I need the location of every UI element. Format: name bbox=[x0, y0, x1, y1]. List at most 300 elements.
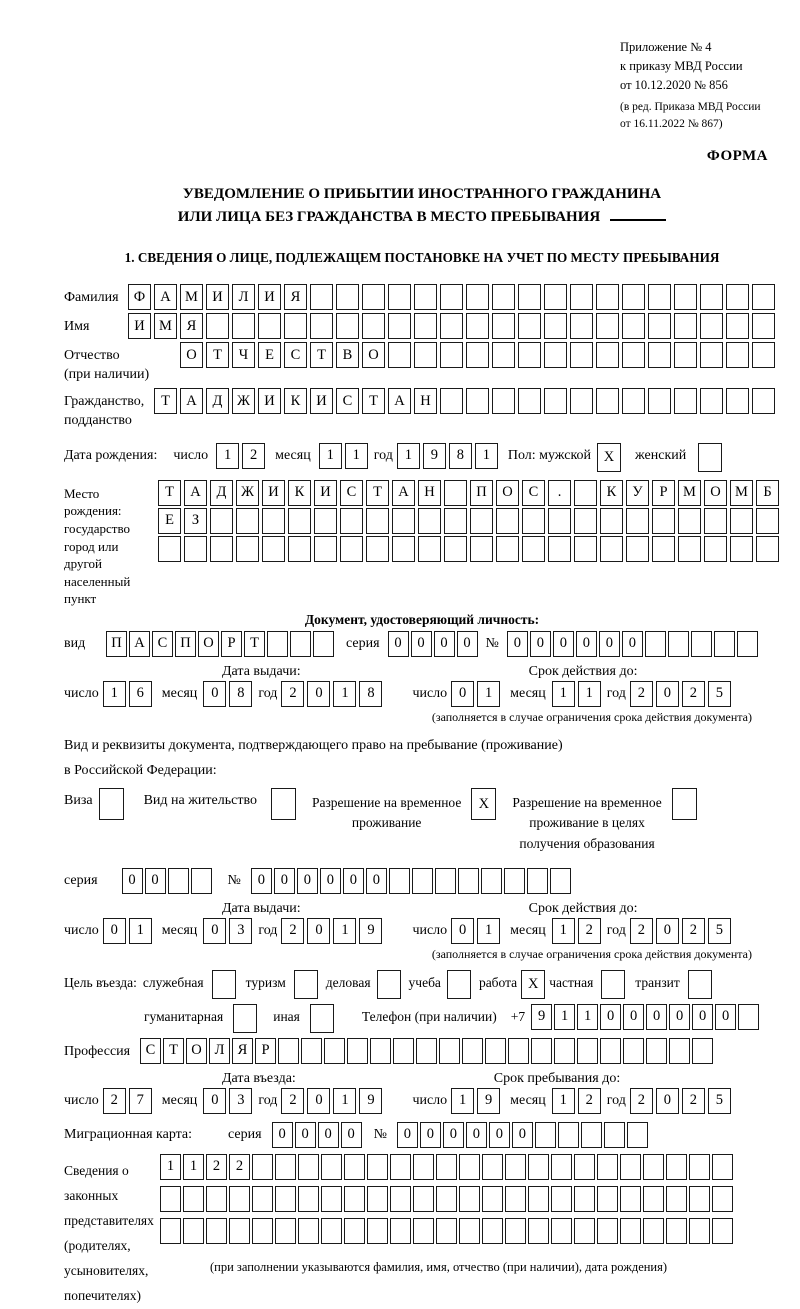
birth-place-cell[interactable] bbox=[574, 536, 597, 562]
birth-month-cell[interactable]: 1 bbox=[345, 443, 368, 469]
representatives-cell[interactable] bbox=[183, 1218, 204, 1244]
patronymic-cell[interactable] bbox=[700, 342, 723, 368]
representatives-cell[interactable] bbox=[390, 1186, 411, 1212]
citizenship-cell[interactable]: А bbox=[180, 388, 203, 414]
birth-place-cell[interactable]: С bbox=[522, 480, 545, 506]
birth-place-cell[interactable] bbox=[340, 536, 363, 562]
permit-number-cell[interactable]: 0 bbox=[274, 868, 295, 894]
representatives-cell[interactable] bbox=[574, 1154, 595, 1180]
representatives-cell[interactable] bbox=[689, 1186, 710, 1212]
representatives-cell[interactable] bbox=[367, 1218, 388, 1244]
doc-type-cell[interactable]: Т bbox=[244, 631, 265, 657]
surname-cell[interactable] bbox=[596, 284, 619, 310]
stay-year-cell[interactable]: 0 bbox=[656, 1088, 679, 1114]
birth-place-cell[interactable] bbox=[392, 508, 415, 534]
permit-expiry-year-cell[interactable]: 0 bbox=[656, 918, 679, 944]
migration-number-cell[interactable]: 0 bbox=[397, 1122, 418, 1148]
birth-place-cell[interactable] bbox=[444, 536, 467, 562]
birth-place-cell[interactable] bbox=[470, 536, 493, 562]
patronymic-cell[interactable] bbox=[466, 342, 489, 368]
stay-year-cell[interactable]: 2 bbox=[682, 1088, 705, 1114]
birth-place-cell[interactable] bbox=[496, 508, 519, 534]
birth-place-cell[interactable] bbox=[678, 536, 701, 562]
migration-series-cell[interactable]: 0 bbox=[318, 1122, 339, 1148]
doc-series-cell[interactable]: 0 bbox=[434, 631, 455, 657]
surname-cell[interactable] bbox=[752, 284, 775, 310]
surname-cell[interactable]: Л bbox=[232, 284, 255, 310]
representatives-cell[interactable] bbox=[505, 1154, 526, 1180]
representatives-cell[interactable] bbox=[183, 1186, 204, 1212]
doc-type-cell[interactable]: О bbox=[198, 631, 219, 657]
birth-place-cell[interactable]: У bbox=[626, 480, 649, 506]
birth-place-cell[interactable] bbox=[600, 536, 623, 562]
doc-series-cell[interactable]: 0 bbox=[457, 631, 478, 657]
citizenship-cell[interactable] bbox=[466, 388, 489, 414]
given-name-cell[interactable] bbox=[570, 313, 593, 339]
surname-cell[interactable] bbox=[466, 284, 489, 310]
entry-year-cell[interactable]: 9 bbox=[359, 1088, 382, 1114]
phone-cell[interactable]: 0 bbox=[715, 1004, 736, 1030]
representatives-cell[interactable] bbox=[482, 1186, 503, 1212]
birth-place-cell[interactable]: А bbox=[392, 480, 415, 506]
stay-day-cell[interactable]: 1 bbox=[451, 1088, 474, 1114]
migration-number-cell[interactable] bbox=[558, 1122, 579, 1148]
representatives-cell[interactable] bbox=[275, 1154, 296, 1180]
citizenship-cell[interactable]: С bbox=[336, 388, 359, 414]
sex-female-checkbox[interactable] bbox=[698, 443, 722, 472]
doc-issue-day-cell[interactable]: 1 bbox=[103, 681, 126, 707]
entry-year-cell[interactable]: 1 bbox=[333, 1088, 356, 1114]
profession-cell[interactable] bbox=[301, 1038, 322, 1064]
permit-expiry-year-cell[interactable]: 2 bbox=[630, 918, 653, 944]
purpose-private-checkbox[interactable] bbox=[601, 970, 625, 999]
profession-cell[interactable] bbox=[347, 1038, 368, 1064]
permit-number-cell[interactable] bbox=[435, 868, 456, 894]
profession-cell[interactable] bbox=[623, 1038, 644, 1064]
entry-month-cell[interactable]: 0 bbox=[203, 1088, 226, 1114]
representatives-cell[interactable] bbox=[597, 1154, 618, 1180]
profession-cell[interactable] bbox=[692, 1038, 713, 1064]
doc-type-cell[interactable]: А bbox=[129, 631, 150, 657]
representatives-cell[interactable] bbox=[344, 1186, 365, 1212]
profession-cell[interactable]: С bbox=[140, 1038, 161, 1064]
profession-cell[interactable] bbox=[485, 1038, 506, 1064]
surname-cell[interactable] bbox=[622, 284, 645, 310]
birth-place-cell[interactable]: И bbox=[314, 480, 337, 506]
profession-cell[interactable]: Л bbox=[209, 1038, 230, 1064]
permit-issue-month-cell[interactable]: 3 bbox=[229, 918, 252, 944]
migration-number-cell[interactable] bbox=[535, 1122, 556, 1148]
surname-cell[interactable] bbox=[726, 284, 749, 310]
given-name-cell[interactable] bbox=[492, 313, 515, 339]
permit-expiry-month-cell[interactable]: 1 bbox=[552, 918, 575, 944]
doc-series-cell[interactable]: 0 bbox=[388, 631, 409, 657]
birth-place-cell[interactable] bbox=[314, 536, 337, 562]
permit-issue-year-cell[interactable]: 2 bbox=[281, 918, 304, 944]
representatives-cell[interactable] bbox=[505, 1218, 526, 1244]
doc-number-cell[interactable] bbox=[668, 631, 689, 657]
birth-place-cell[interactable] bbox=[418, 536, 441, 562]
representatives-cell[interactable] bbox=[298, 1186, 319, 1212]
birth-place-cell[interactable] bbox=[262, 536, 285, 562]
given-name-cell[interactable] bbox=[726, 313, 749, 339]
surname-cell[interactable]: А bbox=[154, 284, 177, 310]
representatives-cell[interactable] bbox=[482, 1218, 503, 1244]
surname-cell[interactable] bbox=[674, 284, 697, 310]
citizenship-cell[interactable] bbox=[700, 388, 723, 414]
permit-number-cell[interactable]: 0 bbox=[297, 868, 318, 894]
doc-expiry-year-cell[interactable]: 2 bbox=[630, 681, 653, 707]
birth-place-cell[interactable]: И bbox=[262, 480, 285, 506]
citizenship-cell[interactable]: Т bbox=[362, 388, 385, 414]
doc-number-cell[interactable]: 0 bbox=[622, 631, 643, 657]
surname-cell[interactable]: И bbox=[258, 284, 281, 310]
representatives-cell[interactable] bbox=[528, 1186, 549, 1212]
given-name-cell[interactable] bbox=[388, 313, 411, 339]
entry-year-cell[interactable]: 2 bbox=[281, 1088, 304, 1114]
permit-number-cell[interactable]: 0 bbox=[343, 868, 364, 894]
doc-type-cell[interactable] bbox=[267, 631, 288, 657]
birth-place-cell[interactable] bbox=[366, 508, 389, 534]
phone-cell[interactable]: 1 bbox=[577, 1004, 598, 1030]
birth-place-cell[interactable] bbox=[678, 508, 701, 534]
representatives-cell[interactable] bbox=[321, 1186, 342, 1212]
patronymic-cell[interactable] bbox=[570, 342, 593, 368]
citizenship-cell[interactable]: И bbox=[258, 388, 281, 414]
given-name-cell[interactable] bbox=[440, 313, 463, 339]
patronymic-cell[interactable]: С bbox=[284, 342, 307, 368]
profession-cell[interactable] bbox=[531, 1038, 552, 1064]
birth-place-cell[interactable] bbox=[548, 508, 571, 534]
birth-place-cell[interactable] bbox=[470, 508, 493, 534]
representatives-cell[interactable] bbox=[321, 1154, 342, 1180]
sex-male-checkbox[interactable]: X bbox=[597, 443, 621, 472]
permit-expiry-year-cell[interactable]: 5 bbox=[708, 918, 731, 944]
birth-place-cell[interactable]: Ж bbox=[236, 480, 259, 506]
entry-day-cell[interactable]: 7 bbox=[129, 1088, 152, 1114]
representatives-cell[interactable] bbox=[413, 1218, 434, 1244]
representatives-cell[interactable] bbox=[712, 1218, 733, 1244]
given-name-cell[interactable] bbox=[752, 313, 775, 339]
doc-number-cell[interactable]: 0 bbox=[530, 631, 551, 657]
temp-permit-checkbox[interactable]: X bbox=[471, 788, 496, 820]
birth-place-cell[interactable] bbox=[496, 536, 519, 562]
representatives-cell[interactable] bbox=[206, 1186, 227, 1212]
citizenship-cell[interactable] bbox=[518, 388, 541, 414]
surname-cell[interactable]: Я bbox=[284, 284, 307, 310]
patronymic-cell[interactable]: О bbox=[362, 342, 385, 368]
doc-expiry-month-cell[interactable]: 1 bbox=[578, 681, 601, 707]
birth-place-cell[interactable] bbox=[210, 508, 233, 534]
given-name-cell[interactable] bbox=[700, 313, 723, 339]
patronymic-cell[interactable] bbox=[726, 342, 749, 368]
profession-cell[interactable]: Р bbox=[255, 1038, 276, 1064]
patronymic-cell[interactable] bbox=[440, 342, 463, 368]
birth-year-cell[interactable]: 1 bbox=[475, 443, 498, 469]
migration-number-cell[interactable]: 0 bbox=[489, 1122, 510, 1148]
birth-place-cell[interactable]: Е bbox=[158, 508, 181, 534]
representatives-cell[interactable] bbox=[551, 1186, 572, 1212]
permit-number-cell[interactable] bbox=[550, 868, 571, 894]
representatives-cell[interactable] bbox=[597, 1218, 618, 1244]
representatives-cell[interactable] bbox=[321, 1218, 342, 1244]
entry-day-cell[interactable]: 2 bbox=[103, 1088, 126, 1114]
given-name-cell[interactable] bbox=[414, 313, 437, 339]
representatives-cell[interactable] bbox=[390, 1154, 411, 1180]
patronymic-cell[interactable] bbox=[414, 342, 437, 368]
representatives-cell[interactable] bbox=[459, 1154, 480, 1180]
birth-year-cell[interactable]: 9 bbox=[423, 443, 446, 469]
representatives-cell[interactable] bbox=[597, 1186, 618, 1212]
representatives-cell[interactable] bbox=[206, 1218, 227, 1244]
given-name-cell[interactable] bbox=[466, 313, 489, 339]
birth-place-cell[interactable] bbox=[392, 536, 415, 562]
birth-place-cell[interactable]: К bbox=[288, 480, 311, 506]
surname-cell[interactable] bbox=[518, 284, 541, 310]
doc-number-cell[interactable]: 0 bbox=[599, 631, 620, 657]
migration-number-cell[interactable] bbox=[604, 1122, 625, 1148]
citizenship-cell[interactable] bbox=[648, 388, 671, 414]
profession-cell[interactable] bbox=[508, 1038, 529, 1064]
representatives-cell[interactable]: 2 bbox=[206, 1154, 227, 1180]
citizenship-cell[interactable] bbox=[622, 388, 645, 414]
permit-number-cell[interactable] bbox=[527, 868, 548, 894]
permit-number-cell[interactable]: 0 bbox=[251, 868, 272, 894]
purpose-transit-checkbox[interactable] bbox=[688, 970, 712, 999]
citizenship-cell[interactable]: Н bbox=[414, 388, 437, 414]
doc-issue-day-cell[interactable]: 6 bbox=[129, 681, 152, 707]
profession-cell[interactable] bbox=[393, 1038, 414, 1064]
given-name-cell[interactable] bbox=[258, 313, 281, 339]
given-name-cell[interactable] bbox=[284, 313, 307, 339]
birth-place-cell[interactable] bbox=[288, 536, 311, 562]
citizenship-cell[interactable] bbox=[440, 388, 463, 414]
representatives-cell[interactable] bbox=[367, 1186, 388, 1212]
birth-place-cell[interactable] bbox=[756, 508, 779, 534]
residence-permit-checkbox[interactable] bbox=[271, 788, 296, 820]
birth-place-cell[interactable] bbox=[600, 508, 623, 534]
birth-place-cell[interactable] bbox=[236, 536, 259, 562]
birth-place-cell[interactable] bbox=[652, 508, 675, 534]
permit-number-cell[interactable] bbox=[504, 868, 525, 894]
profession-cell[interactable] bbox=[439, 1038, 460, 1064]
doc-issue-year-cell[interactable]: 8 bbox=[359, 681, 382, 707]
profession-cell[interactable] bbox=[278, 1038, 299, 1064]
stay-month-cell[interactable]: 2 bbox=[578, 1088, 601, 1114]
phone-cell[interactable]: 9 bbox=[531, 1004, 552, 1030]
patronymic-cell[interactable] bbox=[518, 342, 541, 368]
representatives-cell[interactable] bbox=[436, 1218, 457, 1244]
given-name-cell[interactable]: Я bbox=[180, 313, 203, 339]
visa-checkbox[interactable] bbox=[99, 788, 124, 820]
representatives-cell[interactable] bbox=[620, 1218, 641, 1244]
birth-place-cell[interactable] bbox=[756, 536, 779, 562]
given-name-cell[interactable] bbox=[206, 313, 229, 339]
birth-place-cell[interactable] bbox=[236, 508, 259, 534]
doc-type-cell[interactable]: П bbox=[175, 631, 196, 657]
permit-series-cell[interactable]: 0 bbox=[122, 868, 143, 894]
birth-place-cell[interactable] bbox=[262, 508, 285, 534]
permit-number-cell[interactable] bbox=[389, 868, 410, 894]
representatives-cell[interactable] bbox=[712, 1154, 733, 1180]
doc-number-cell[interactable]: 0 bbox=[576, 631, 597, 657]
profession-cell[interactable] bbox=[416, 1038, 437, 1064]
doc-series-cell[interactable]: 0 bbox=[411, 631, 432, 657]
permit-number-cell[interactable] bbox=[481, 868, 502, 894]
phone-cell[interactable]: 0 bbox=[669, 1004, 690, 1030]
birth-place-cell[interactable] bbox=[522, 508, 545, 534]
surname-cell[interactable] bbox=[336, 284, 359, 310]
birth-place-cell[interactable] bbox=[418, 508, 441, 534]
entry-month-cell[interactable]: 3 bbox=[229, 1088, 252, 1114]
representatives-cell[interactable] bbox=[436, 1186, 457, 1212]
migration-number-cell[interactable]: 0 bbox=[466, 1122, 487, 1148]
purpose-other-checkbox[interactable] bbox=[310, 1004, 334, 1033]
surname-cell[interactable] bbox=[388, 284, 411, 310]
permit-issue-year-cell[interactable]: 1 bbox=[333, 918, 356, 944]
migration-series-cell[interactable]: 0 bbox=[295, 1122, 316, 1148]
birth-place-cell[interactable] bbox=[366, 536, 389, 562]
given-name-cell[interactable]: М bbox=[154, 313, 177, 339]
surname-cell[interactable] bbox=[544, 284, 567, 310]
representatives-cell[interactable] bbox=[643, 1218, 664, 1244]
phone-cell[interactable]: 0 bbox=[623, 1004, 644, 1030]
entry-year-cell[interactable]: 0 bbox=[307, 1088, 330, 1114]
birth-place-cell[interactable]: . bbox=[548, 480, 571, 506]
given-name-cell[interactable] bbox=[648, 313, 671, 339]
patronymic-cell[interactable] bbox=[492, 342, 515, 368]
representatives-cell[interactable] bbox=[643, 1186, 664, 1212]
stay-month-cell[interactable]: 1 bbox=[552, 1088, 575, 1114]
citizenship-cell[interactable] bbox=[492, 388, 515, 414]
doc-expiry-month-cell[interactable]: 1 bbox=[552, 681, 575, 707]
representatives-cell[interactable] bbox=[620, 1186, 641, 1212]
citizenship-cell[interactable] bbox=[674, 388, 697, 414]
profession-cell[interactable] bbox=[554, 1038, 575, 1064]
doc-issue-month-cell[interactable]: 8 bbox=[229, 681, 252, 707]
representatives-cell[interactable] bbox=[551, 1218, 572, 1244]
birth-day-cell[interactable]: 2 bbox=[242, 443, 265, 469]
birth-place-cell[interactable]: Д bbox=[210, 480, 233, 506]
citizenship-cell[interactable]: Д bbox=[206, 388, 229, 414]
citizenship-cell[interactable]: К bbox=[284, 388, 307, 414]
surname-cell[interactable] bbox=[492, 284, 515, 310]
migration-number-cell[interactable]: 0 bbox=[420, 1122, 441, 1148]
given-name-cell[interactable] bbox=[674, 313, 697, 339]
birth-place-cell[interactable] bbox=[314, 508, 337, 534]
permit-issue-month-cell[interactable]: 0 bbox=[203, 918, 226, 944]
patronymic-cell[interactable]: О bbox=[180, 342, 203, 368]
birth-place-cell[interactable]: А bbox=[184, 480, 207, 506]
temp-permit-edu-checkbox[interactable] bbox=[672, 788, 697, 820]
surname-cell[interactable] bbox=[414, 284, 437, 310]
citizenship-cell[interactable]: А bbox=[388, 388, 411, 414]
doc-number-cell[interactable]: 0 bbox=[553, 631, 574, 657]
representatives-cell[interactable] bbox=[275, 1218, 296, 1244]
profession-cell[interactable] bbox=[370, 1038, 391, 1064]
representatives-cell[interactable] bbox=[413, 1154, 434, 1180]
birth-place-cell[interactable] bbox=[340, 508, 363, 534]
patronymic-cell[interactable]: Е bbox=[258, 342, 281, 368]
given-name-cell[interactable] bbox=[336, 313, 359, 339]
representatives-cell[interactable]: 1 bbox=[183, 1154, 204, 1180]
representatives-cell[interactable] bbox=[505, 1186, 526, 1212]
birth-place-cell[interactable] bbox=[626, 536, 649, 562]
migration-series-cell[interactable]: 0 bbox=[341, 1122, 362, 1148]
representatives-cell[interactable] bbox=[344, 1154, 365, 1180]
given-name-cell[interactable] bbox=[544, 313, 567, 339]
surname-cell[interactable] bbox=[700, 284, 723, 310]
patronymic-cell[interactable] bbox=[752, 342, 775, 368]
representatives-cell[interactable]: 1 bbox=[160, 1154, 181, 1180]
birth-place-cell[interactable] bbox=[522, 536, 545, 562]
representatives-cell[interactable] bbox=[459, 1186, 480, 1212]
migration-number-cell[interactable]: 0 bbox=[443, 1122, 464, 1148]
profession-cell[interactable] bbox=[462, 1038, 483, 1064]
representatives-cell[interactable] bbox=[482, 1154, 503, 1180]
phone-cell[interactable]: 1 bbox=[554, 1004, 575, 1030]
representatives-cell[interactable] bbox=[689, 1154, 710, 1180]
stay-year-cell[interactable]: 5 bbox=[708, 1088, 731, 1114]
citizenship-cell[interactable] bbox=[570, 388, 593, 414]
birth-place-cell[interactable] bbox=[574, 508, 597, 534]
doc-type-cell[interactable]: П bbox=[106, 631, 127, 657]
permit-number-cell[interactable]: 0 bbox=[320, 868, 341, 894]
representatives-cell[interactable] bbox=[551, 1154, 572, 1180]
birth-place-cell[interactable]: М bbox=[678, 480, 701, 506]
migration-number-cell[interactable]: 0 bbox=[512, 1122, 533, 1148]
representatives-cell[interactable] bbox=[160, 1218, 181, 1244]
representatives-cell[interactable] bbox=[298, 1154, 319, 1180]
birth-place-cell[interactable]: О bbox=[704, 480, 727, 506]
given-name-cell[interactable] bbox=[518, 313, 541, 339]
citizenship-cell[interactable] bbox=[544, 388, 567, 414]
purpose-tourism-checkbox[interactable] bbox=[294, 970, 318, 999]
patronymic-cell[interactable]: Ч bbox=[232, 342, 255, 368]
profession-cell[interactable] bbox=[577, 1038, 598, 1064]
surname-cell[interactable] bbox=[648, 284, 671, 310]
profession-cell[interactable] bbox=[600, 1038, 621, 1064]
phone-cell[interactable]: 0 bbox=[646, 1004, 667, 1030]
representatives-cell[interactable] bbox=[643, 1154, 664, 1180]
phone-cell[interactable]: 0 bbox=[600, 1004, 621, 1030]
patronymic-cell[interactable] bbox=[388, 342, 411, 368]
doc-issue-year-cell[interactable]: 2 bbox=[281, 681, 304, 707]
representatives-cell[interactable] bbox=[160, 1186, 181, 1212]
profession-cell[interactable]: Т bbox=[163, 1038, 184, 1064]
given-name-cell[interactable] bbox=[622, 313, 645, 339]
surname-cell[interactable]: Ф bbox=[128, 284, 151, 310]
surname-cell[interactable]: И bbox=[206, 284, 229, 310]
citizenship-cell[interactable] bbox=[726, 388, 749, 414]
doc-expiry-year-cell[interactable]: 0 bbox=[656, 681, 679, 707]
purpose-humanitarian-checkbox[interactable] bbox=[233, 1004, 257, 1033]
surname-cell[interactable] bbox=[362, 284, 385, 310]
citizenship-cell[interactable] bbox=[596, 388, 619, 414]
purpose-study-checkbox[interactable] bbox=[447, 970, 471, 999]
doc-number-cell[interactable] bbox=[737, 631, 758, 657]
permit-number-cell[interactable] bbox=[458, 868, 479, 894]
given-name-cell[interactable] bbox=[596, 313, 619, 339]
doc-type-cell[interactable] bbox=[290, 631, 311, 657]
profession-cell[interactable] bbox=[324, 1038, 345, 1064]
permit-issue-year-cell[interactable]: 0 bbox=[307, 918, 330, 944]
permit-series-cell[interactable]: 0 bbox=[145, 868, 166, 894]
citizenship-cell[interactable] bbox=[752, 388, 775, 414]
doc-expiry-day-cell[interactable]: 1 bbox=[477, 681, 500, 707]
surname-cell[interactable] bbox=[570, 284, 593, 310]
patronymic-cell[interactable]: В bbox=[336, 342, 359, 368]
